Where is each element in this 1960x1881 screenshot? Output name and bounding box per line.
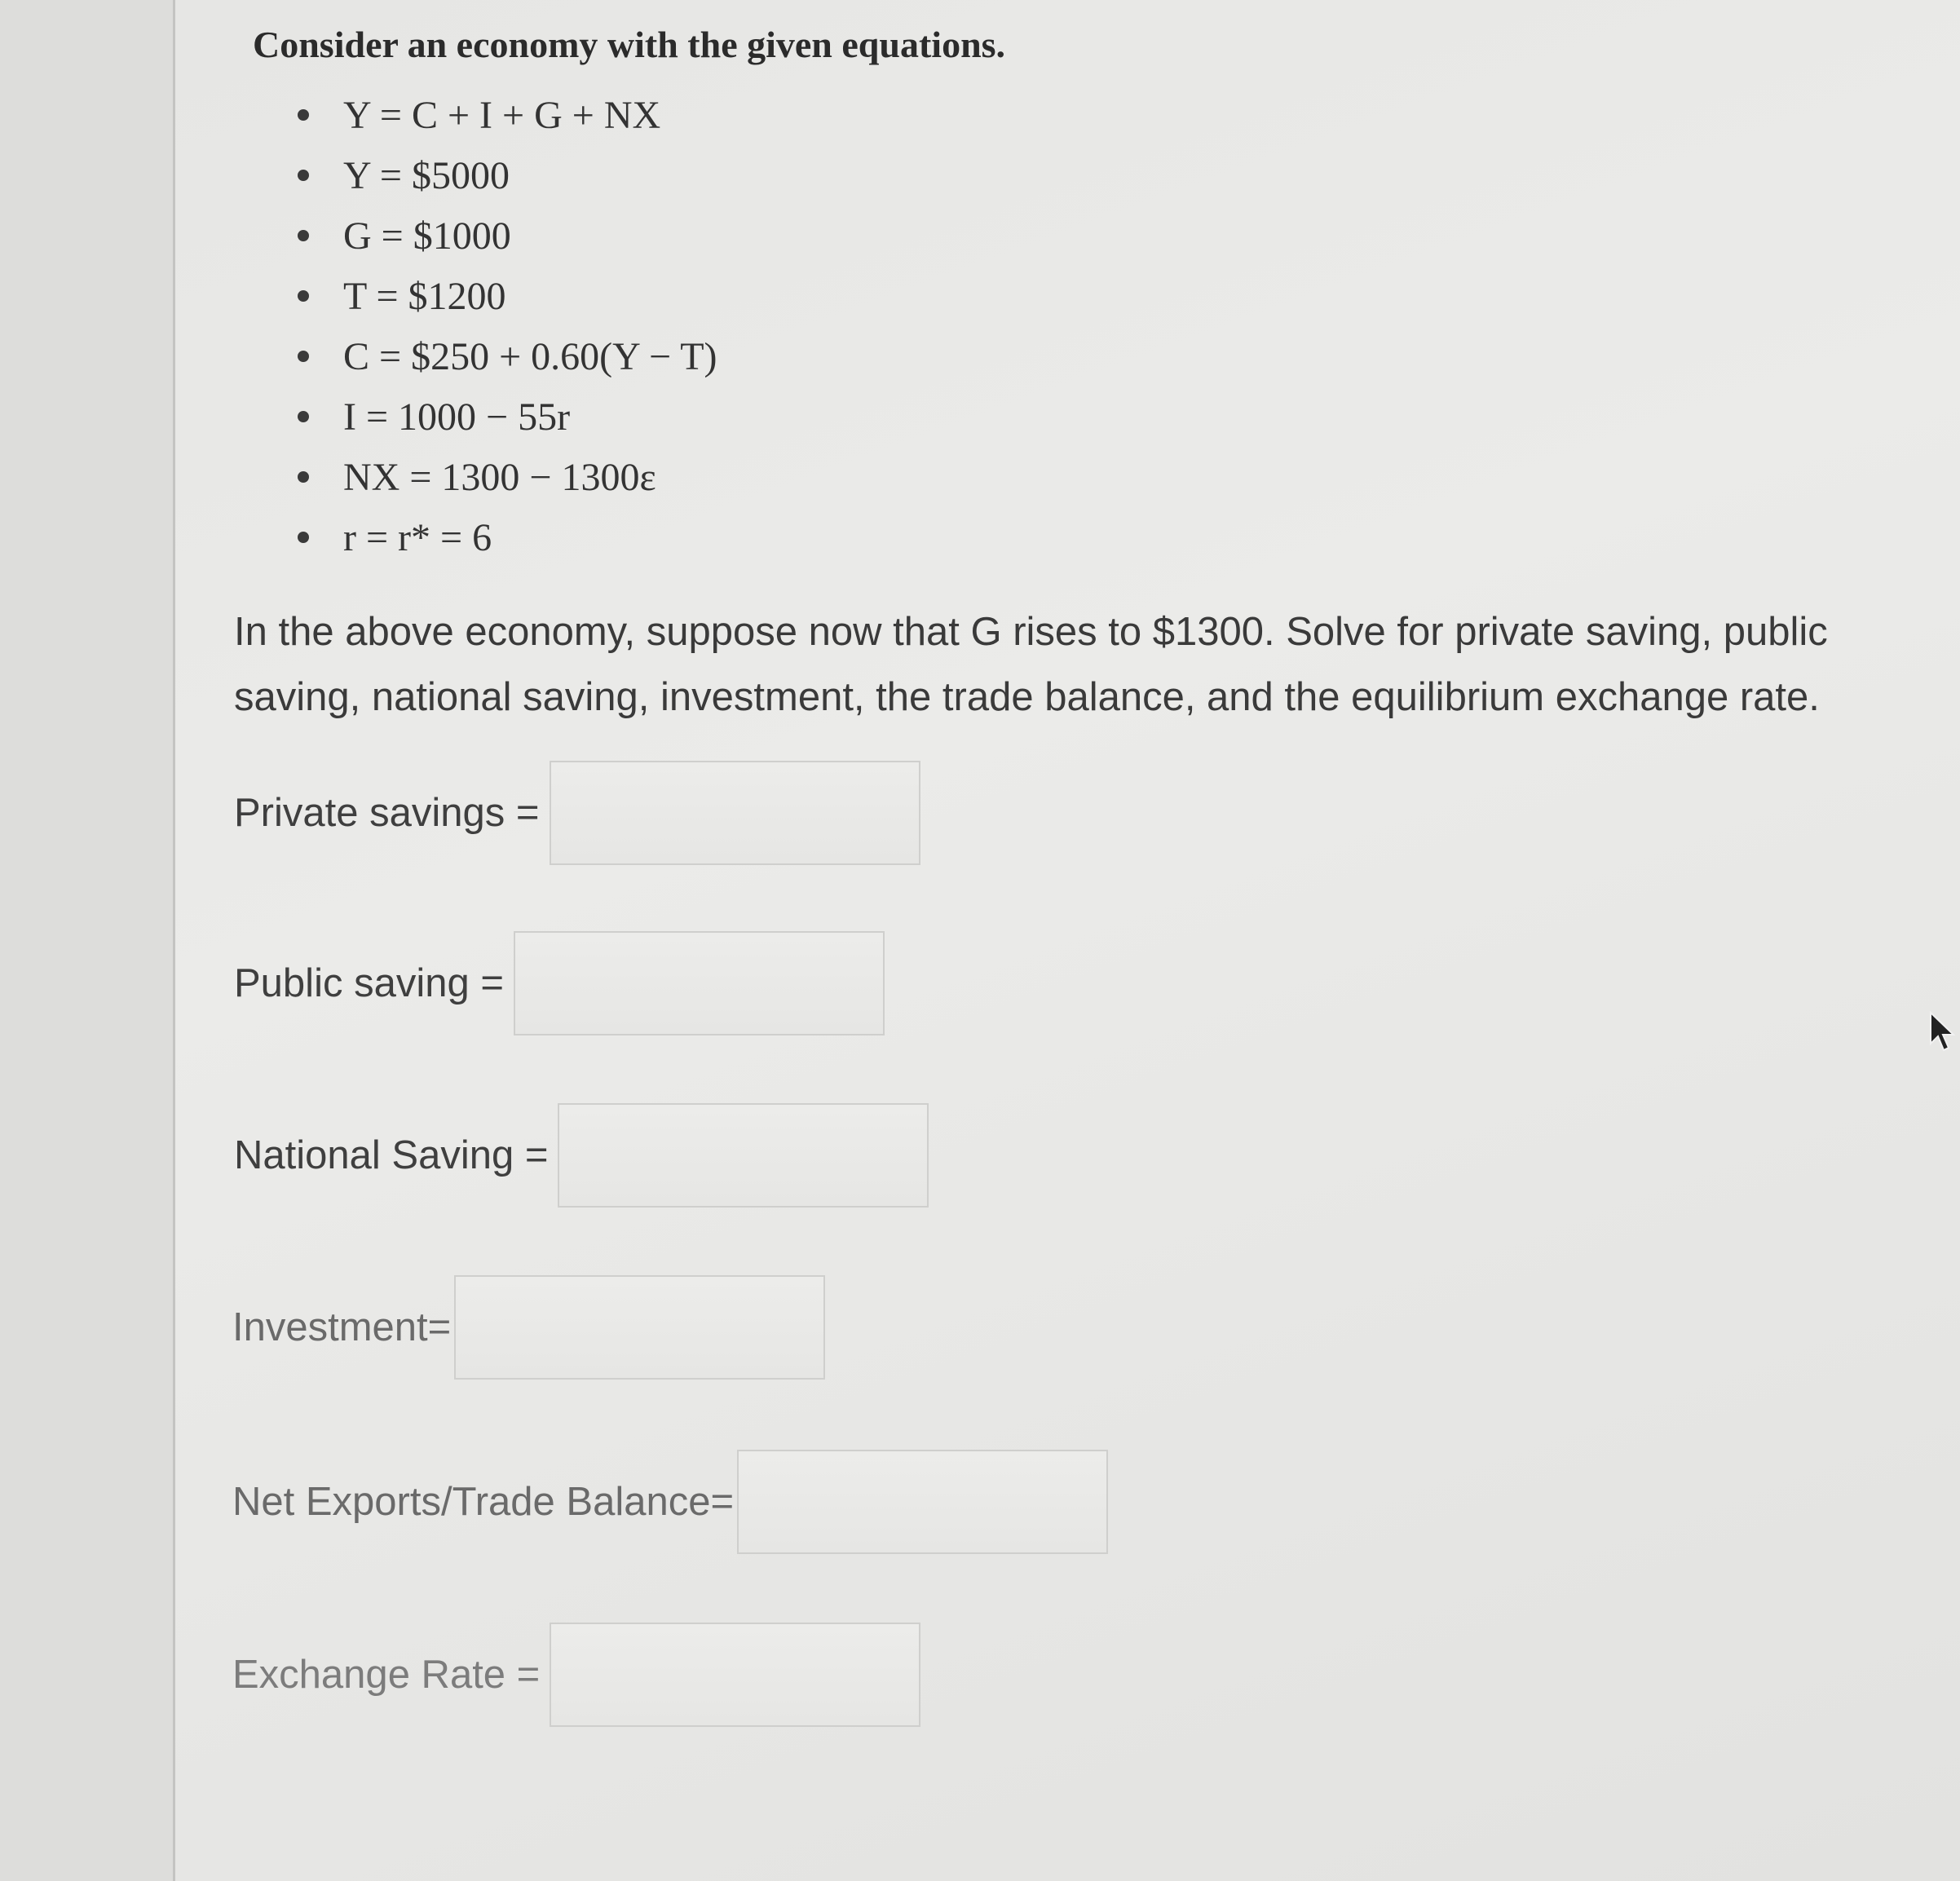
equation-text: T = $1200 [343, 274, 506, 318]
exchange-rate-input[interactable] [550, 1623, 920, 1727]
equation-item [298, 386, 717, 447]
bullet-icon [298, 109, 309, 121]
question-panel [175, 0, 1960, 1881]
equation-text: I = 1000 − 55r [343, 395, 571, 439]
national-saving-input[interactable] [558, 1103, 929, 1208]
bullet-icon [298, 290, 309, 302]
national-saving-row [234, 1103, 929, 1208]
investment-input[interactable] [454, 1275, 825, 1380]
investment-row [232, 1275, 825, 1380]
public-saving-label: Public saving = [234, 961, 504, 1005]
equation-item [298, 85, 717, 145]
equation-item [298, 205, 717, 266]
equation-text: r = r* = 6 [343, 515, 492, 559]
net-exports-row [232, 1450, 1108, 1554]
net-exports-label: Net Exports/Trade Balance= [232, 1480, 735, 1524]
equation-item [298, 507, 717, 567]
left-margin-panel [0, 0, 175, 1881]
bullet-icon [298, 230, 309, 241]
private-savings-label: Private savings = [234, 791, 540, 835]
equation-item [298, 145, 717, 205]
problem-intro: Consider an economy with the given equations. [253, 24, 1006, 65]
private-savings-row [234, 761, 920, 865]
equation-text: G = $1000 [343, 214, 511, 258]
public-saving-row [234, 931, 885, 1035]
equation-item [298, 266, 717, 326]
equation-item [298, 326, 717, 386]
public-saving-input[interactable] [514, 931, 885, 1035]
equation-text: Y = $5000 [343, 153, 510, 197]
equation-item [298, 447, 717, 507]
equation-text: C = $250 + 0.60(Y − T) [343, 334, 717, 378]
equation-text: NX = 1300 − 1300ε [343, 455, 656, 499]
net-exports-input[interactable] [737, 1450, 1108, 1554]
exchange-rate-label: Exchange Rate = [232, 1653, 541, 1697]
mouse-pointer-icon [1929, 1011, 1958, 1053]
private-savings-input[interactable] [550, 761, 920, 865]
bullet-icon [298, 411, 309, 422]
equation-text: Y = C + I + G + NX [343, 93, 661, 137]
bullet-icon [298, 351, 309, 362]
question-text: In the above economy, suppose now that G rises to $1300. Solve for private saving, public saving, national saving, investment, the trade balance, and the equilibrium exchange rate. [234, 610, 1828, 719]
exchange-rate-row [232, 1623, 920, 1727]
equation-list [298, 85, 717, 567]
bullet-icon [298, 532, 309, 543]
investment-label: Investment= [232, 1305, 452, 1349]
bullet-icon [298, 471, 309, 483]
national-saving-label: National Saving = [234, 1133, 549, 1177]
bullet-icon [298, 170, 309, 181]
